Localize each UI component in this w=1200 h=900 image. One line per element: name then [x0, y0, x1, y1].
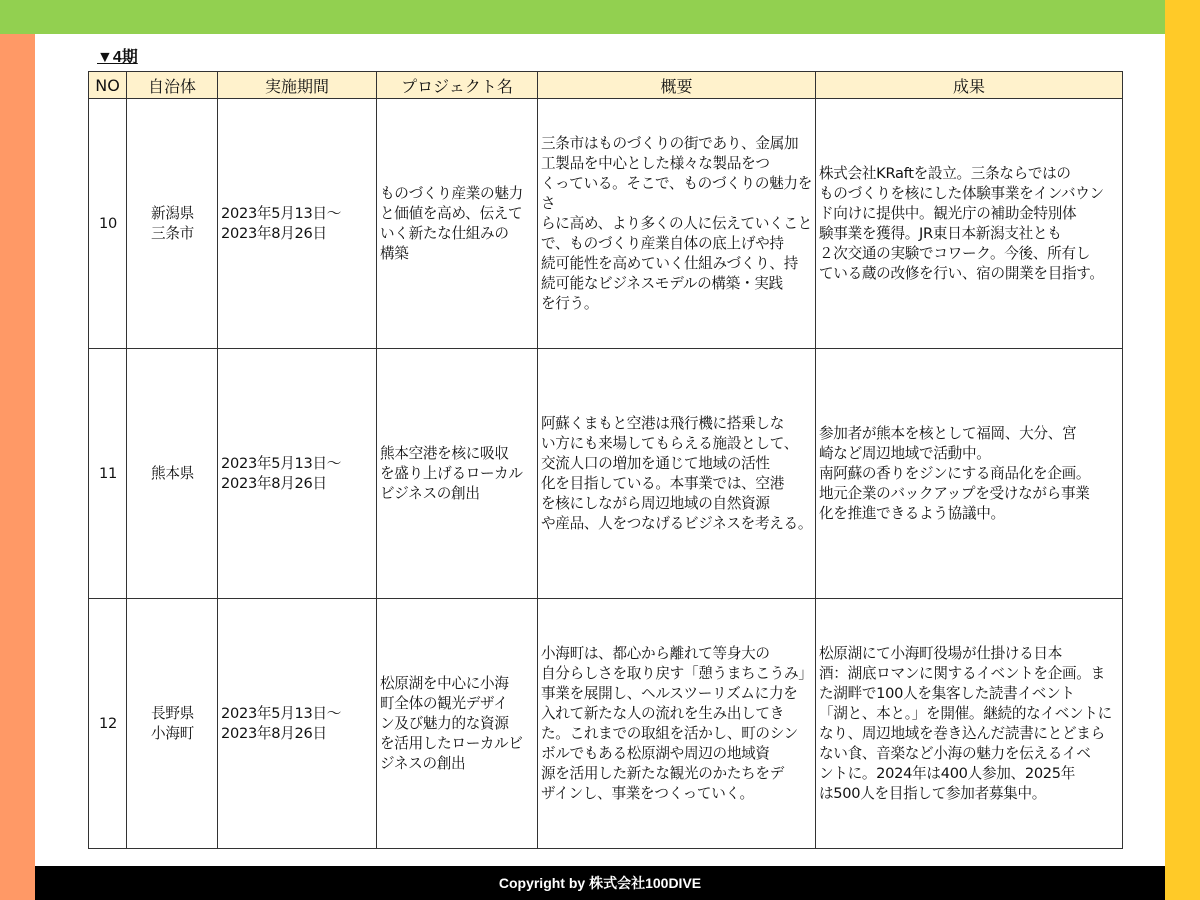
cell-project-line: と価値を高め、伝えて: [380, 204, 523, 222]
cell-results-line: ド向けに提供中。観光庁の補助金特別体: [819, 204, 1077, 222]
table-row: [89, 99, 1123, 349]
cell-overview-line: い方にも来場してもらえる施設として、: [541, 434, 798, 452]
cell-overview-line: 阿蘇くまもと空港は飛行機に搭乗しな: [541, 414, 784, 432]
header-results: 成果: [816, 72, 1123, 99]
cell-municipality: [127, 99, 218, 349]
cell-overview: [538, 599, 816, 849]
section-title: ▼4期: [97, 49, 138, 66]
cell-municipality: [127, 349, 218, 599]
cell-results-line: ものづくりを核にした体験事業をインバウン: [819, 184, 1104, 202]
cell-municipality-line: 新潟県: [151, 204, 194, 222]
cell-results-line: た湖畔で100人を集客した読書イベント: [819, 684, 1075, 702]
cell-no: 12: [89, 599, 127, 849]
cell-results-line: なり、周辺地域を巻き込んだ読書にとどまら: [819, 724, 1105, 742]
cell-period-line: 2023年8月26日: [221, 474, 327, 492]
cell-results-line: 南阿蘇の香りをジンにする商品化を企画。: [819, 464, 1091, 482]
cell-overview-line: を核にしながら周辺地域の自然資源: [541, 494, 770, 512]
cell-project-line: を盛り上げるローカル: [380, 464, 523, 482]
cell-results-line: ている蔵の改修を行い、宿の開業を目指す。: [819, 264, 1104, 282]
cell-municipality-line: 熊本県: [151, 464, 194, 482]
header-project: プロジェクト名: [377, 72, 538, 99]
cell-overview-line: た。これまでの取組を活かし、町のシン: [541, 724, 798, 742]
cell-period: [218, 599, 377, 849]
cell-overview-line: ボルでもある松原湖や周辺の地域資: [541, 744, 770, 762]
cell-overview-line: 小海町は、都心から離れて等身大の: [541, 644, 770, 662]
cell-municipality: [127, 599, 218, 849]
cell-period: [218, 349, 377, 599]
footer-copyright: Copyright by 株式会社100DIVE: [35, 866, 1165, 900]
cell-project-line: 構築: [380, 244, 409, 262]
cell-results-line: 酒：湖底ロマンに関するイベントを企画。ま: [819, 664, 1105, 682]
table-header-row: [89, 72, 1123, 99]
cell-results-line: 験事業を獲得。JR東日本新潟支社とも: [819, 224, 1062, 242]
cell-project-line: ジネスの創出: [380, 754, 466, 772]
cell-project: [377, 599, 538, 849]
cell-results-line: 崎など周辺地域で活動中。: [819, 444, 991, 462]
cell-results-line: 株式会社KRaftを設立。三条ならではの: [819, 164, 1071, 182]
cell-results-line: 松原湖にて小海町役場が仕掛ける日本: [819, 644, 1062, 662]
cell-overview-line: 源を活用した新たな観光のかたちをデ: [541, 764, 784, 782]
cell-period-line: 2023年8月26日: [221, 224, 327, 242]
cell-results-line: 化を推進できるよう協議中。: [819, 504, 1005, 522]
header-municipality: 自治体: [127, 72, 218, 99]
right-accent-bar: [1165, 0, 1200, 900]
cell-overview-line: 事業を展開し、ヘルスツーリズムに力を: [541, 684, 798, 702]
cell-overview-line: で、ものづくり産業自体の底上げや持: [541, 234, 784, 252]
cell-overview: [538, 349, 816, 599]
cell-overview-line: や産品、人をつなげるビジネスを考える。: [541, 514, 813, 532]
header-overview: 概要: [538, 72, 816, 99]
cell-results-line: ない食、音楽など小海の魅力を伝えるイベ: [819, 744, 1091, 762]
cell-results: [816, 349, 1123, 599]
cell-results-line: 地元企業のバックアップを受けながら事業: [819, 484, 1090, 502]
cell-municipality-line: 三条市: [151, 224, 194, 242]
cell-results: [816, 99, 1123, 349]
cell-results-line: ２次交通の実験でコワーク。今後、所有し: [819, 244, 1090, 262]
top-accent-bar: [0, 0, 1165, 34]
left-accent-bar: [0, 34, 35, 900]
cell-overview-line: くっている。そこで、ものづくりの魅力をさ: [541, 174, 812, 212]
cell-results-line: は500人を目指して参加者募集中。: [819, 784, 1047, 802]
cell-project-line: を活用したローカルビ: [380, 734, 523, 752]
cell-project-line: ものづくり産業の魅力: [380, 184, 523, 202]
cell-overview-line: を行う。: [541, 294, 599, 312]
cell-project: [377, 349, 538, 599]
cell-overview-line: ザインし、事業をつくっていく。: [541, 784, 754, 802]
cell-municipality-line: 長野県: [151, 704, 194, 722]
cell-results: [816, 599, 1123, 849]
cell-project-line: ン及び魅力的な資源: [380, 714, 509, 732]
cell-project: [377, 99, 538, 349]
cell-project-line: いく新たな仕組みの: [380, 224, 509, 242]
cell-overview-line: 入れて新たな人の流れを生み出してき: [541, 704, 784, 722]
table-row: [89, 599, 1123, 849]
cell-period-line: 2023年5月13日～: [221, 204, 342, 222]
cell-period-line: 2023年5月13日～: [221, 704, 342, 722]
cell-results-line: ントに。2024年は400人参加、2025年: [819, 764, 1076, 782]
cell-overview-line: 交流人口の増加を通じて地域の活性: [541, 454, 770, 472]
cell-overview-line: 自分らしさを取り戻す「憩うまちこうみ」: [541, 664, 813, 682]
cell-overview-line: 続可能なビジネスモデルの構築・実践: [541, 274, 783, 292]
cell-overview-line: 化を目指している。本事業では、空港: [541, 474, 784, 492]
cell-project-line: 松原湖を中心に小海: [380, 674, 509, 692]
cell-municipality-line: 小海町: [151, 724, 194, 742]
cell-project-line: 町全体の観光デザイ: [380, 694, 508, 712]
projects-table: [88, 71, 1123, 849]
cell-overview-line: 続可能性を高めていく仕組みづくり、持: [541, 254, 798, 272]
cell-no: 10: [89, 99, 127, 349]
header-period: 実施期間: [218, 72, 377, 99]
table-row: [89, 349, 1123, 599]
cell-overview-line: らに高め、より多くの人に伝えていくこと: [541, 214, 812, 232]
cell-results-line: 「湖と、本と。」を開催。継続的なイベントに: [819, 704, 1112, 722]
cell-results-line: 参加者が熊本を核として福岡、大分、宮: [819, 424, 1077, 442]
header-no: NO: [89, 72, 127, 99]
cell-overview-line: 工製品を中心とした様々な製品をつ: [541, 154, 770, 172]
cell-project-line: ビジネスの創出: [380, 484, 480, 502]
cell-period-line: 2023年5月13日～: [221, 454, 342, 472]
cell-period: [218, 99, 377, 349]
cell-period-line: 2023年8月26日: [221, 724, 327, 742]
cell-overview: [538, 99, 816, 349]
cell-no: 11: [89, 349, 127, 599]
cell-project-line: 熊本空港を核に吸収: [380, 444, 509, 462]
cell-overview-line: 三条市はものづくりの街であり、金属加: [541, 134, 799, 152]
